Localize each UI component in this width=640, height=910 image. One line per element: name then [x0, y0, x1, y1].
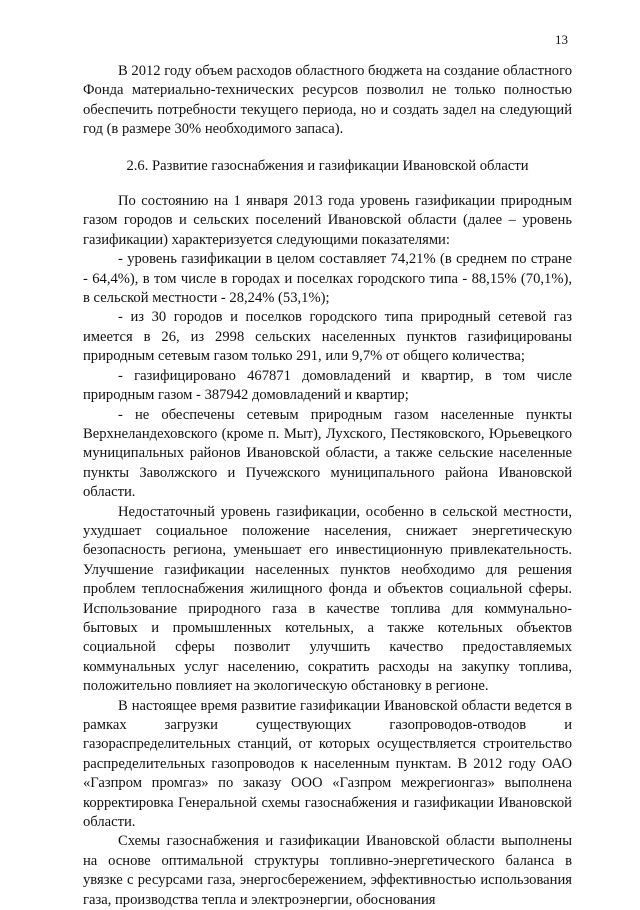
paragraph-schemes: Схемы газоснабжения и газификации Ивановской области выполнены на основе оптимальной структуры топливно-энергетического баланса в увязке с ресурсами газа, энергосбережением, эффективностью использования газа, производства тепла и электроэнергии, обоснования	[83, 833, 572, 908]
page-content	[83, 62, 572, 910]
paragraph-budget: В 2012 году объем расходов областного бюджета на создание областного Фонда материально-технических ресурсов позволил не только полностью обеспечить потребности текущего периода, но и создать задел на следующий год (в размере 30% необходимого запаса).	[83, 63, 572, 138]
list-item-gasification-level: - уровень газификации в целом составляет 74,21% (в среднем по стране - 64,4%), в том числе в городах и поселках городского типа - 88,15% (70,1%), в сельской местности - 28,24% (53,1%);	[83, 251, 572, 307]
page-number: 13	[555, 32, 568, 47]
list-item-cities-villages: - из 30 городов и поселков городского типа природный сетевой газ имеется в 26, из 2998 сельских населенных пунктов газифицированы природным сетевым газом только 291, или 9,7% от общего количества;	[83, 309, 572, 365]
list-item-not-provided: - не обеспечены сетевым природным газом населенные пункты Верхнеландеховского (кроме п. Мыт), Лухского, Пестяковского, Юрьевецкого муниципальных районов Ивановской области, а также сельские населенные пункты Заволжского и Пучежского муниципального района Ивановской области.	[83, 406, 572, 501]
paragraph-insufficient-level: Недостаточный уровень газификации, особенно в сельской местности, ухудшает социальное положение населения, снижает энергетическую безопасность региона, уменьшает его инвестиционную привлекательность. Улучшение газификации населенных пунктов необходимо для решения проблем теплоснабжения жилищного фонда и объектов социальной сферы. Использование природного газа в качестве топлива для коммунально-бытовых и промышленных котельных, а также котельных объектов социальной сферы позволит улучшить качество предоставляемых коммунальных услуг населению, сократить расходы на закупку топлива, положительно повлияет на экологическую обстановку в регионе.	[83, 503, 572, 695]
section-heading: 2.6. Развитие газоснабжения и газификации Ивановской области	[126, 157, 529, 174]
list-item-households: - газифицировано 467871 домовладений и квартир, в том числе природным газом - 387942 домовладений и квартир;	[83, 367, 572, 404]
paragraph-current-development: В настоящее время развитие газификации Ивановской области ведется в рамках загрузки существующих газопроводов-отводов и газораспределительных станций, от которых осуществляется строительство распределительных газопроводов к населенным пунктам. В 2012 году ОАО «Газпром промгаз» по заказу ООО «Газпром межрегионгаз» выполнена корректировка Генеральной схемы газоснабжения и газификации Ивановской области.	[83, 697, 572, 831]
paragraph-intro: По состоянию на 1 января 2013 года уровень газификации природным газом городов и сельских поселений Ивановской области (далее – уровень газификации) характеризуется следующими показателями:	[83, 193, 572, 248]
